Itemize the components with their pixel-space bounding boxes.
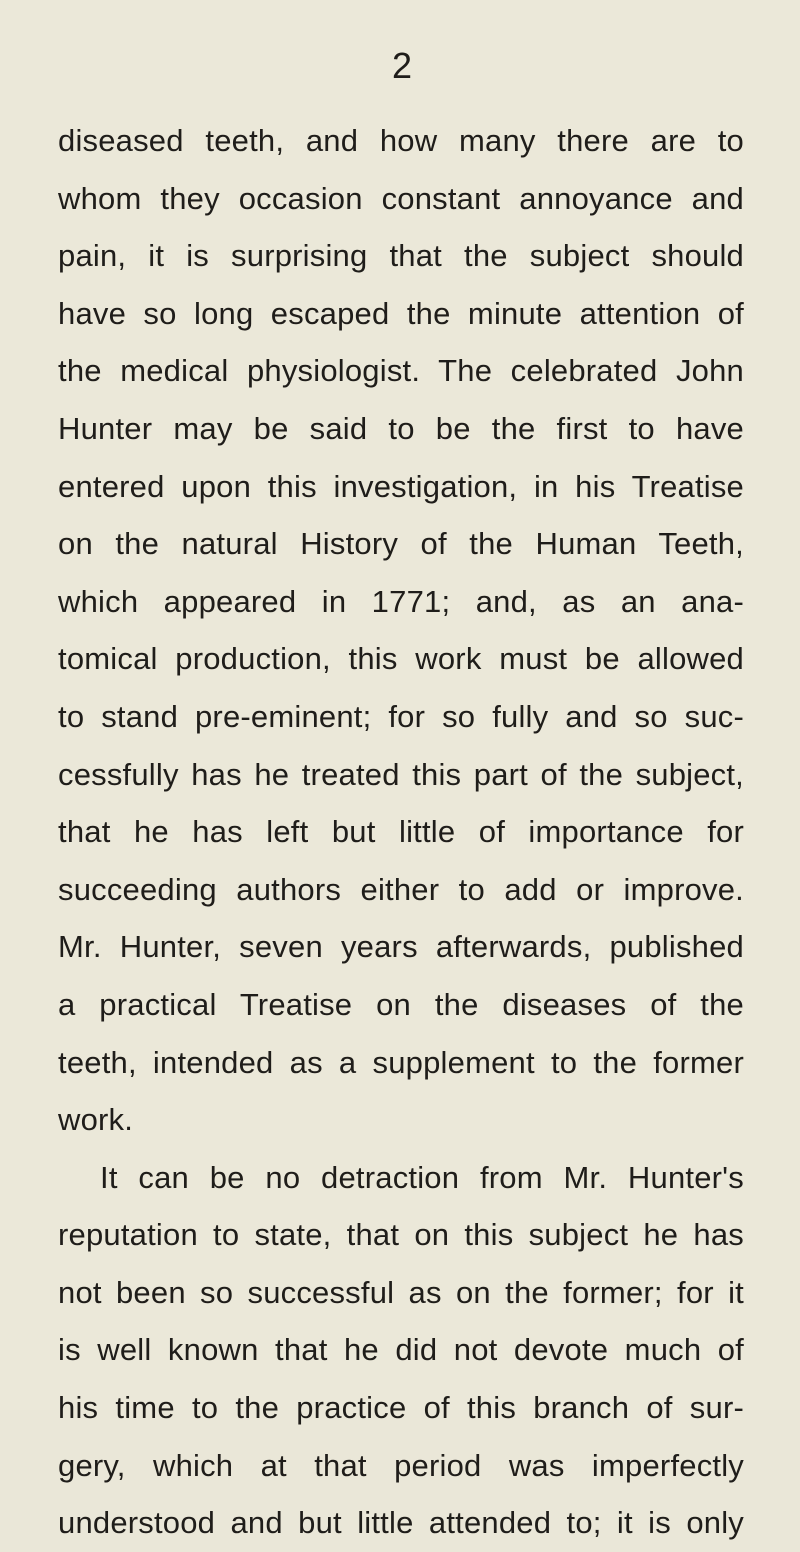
text-line: have so long escaped the minute attention of [58, 295, 744, 331]
text-line: It can be no detraction from Mr. Hunter's [100, 1159, 744, 1195]
text-line: to stand pre-eminent; for so fully and so suc- [58, 698, 744, 734]
text-line: cessfully has he treated this part of the subject, [58, 756, 744, 792]
text-line: entered upon this investigation, in his Treatise [58, 468, 744, 504]
text-line: diseased teeth, and how many there are to [58, 123, 744, 158]
text-line: the medical physiologist. The celebrated John [58, 353, 744, 389]
body-text [58, 112, 744, 1552]
text-line: gery, which at that period was imperfectly [58, 1447, 744, 1483]
text-line: Mr. Hunter, seven years afterwards, published [58, 929, 744, 965]
text-line: which appeared in 1771; and, as an ana- [58, 583, 744, 619]
text-line: reputation to state, that on this subject he has [58, 1217, 744, 1253]
text-line: understood and but little attended to; it is only [58, 1505, 744, 1541]
text-line: his time to the practice of this branch of sur- [58, 1390, 744, 1426]
text-line: not been so successful as on the former; for it [58, 1274, 744, 1310]
text-line: Hunter may be said to be the first to have [58, 410, 744, 446]
text-line: whom they occasion constant annoyance and [58, 180, 744, 216]
text-line: pain, it is surprising that the subject should [58, 238, 744, 274]
text-line: that he has left but little of importance for [58, 814, 744, 850]
page-number: 2 [392, 45, 413, 86]
text-line: a practical Treatise on the diseases of the [58, 986, 744, 1022]
text-line: is well known that he did not devote much of [58, 1332, 744, 1368]
text-line: on the natural History of the Human Teeth, [58, 526, 744, 562]
text-line: teeth, intended as a supplement to the former [58, 1044, 744, 1080]
text-line: tomical production, this work must be allowed [58, 641, 744, 677]
text-line: succeeding authors either to add or improve. [58, 871, 744, 907]
text-line: work. [58, 1102, 134, 1138]
